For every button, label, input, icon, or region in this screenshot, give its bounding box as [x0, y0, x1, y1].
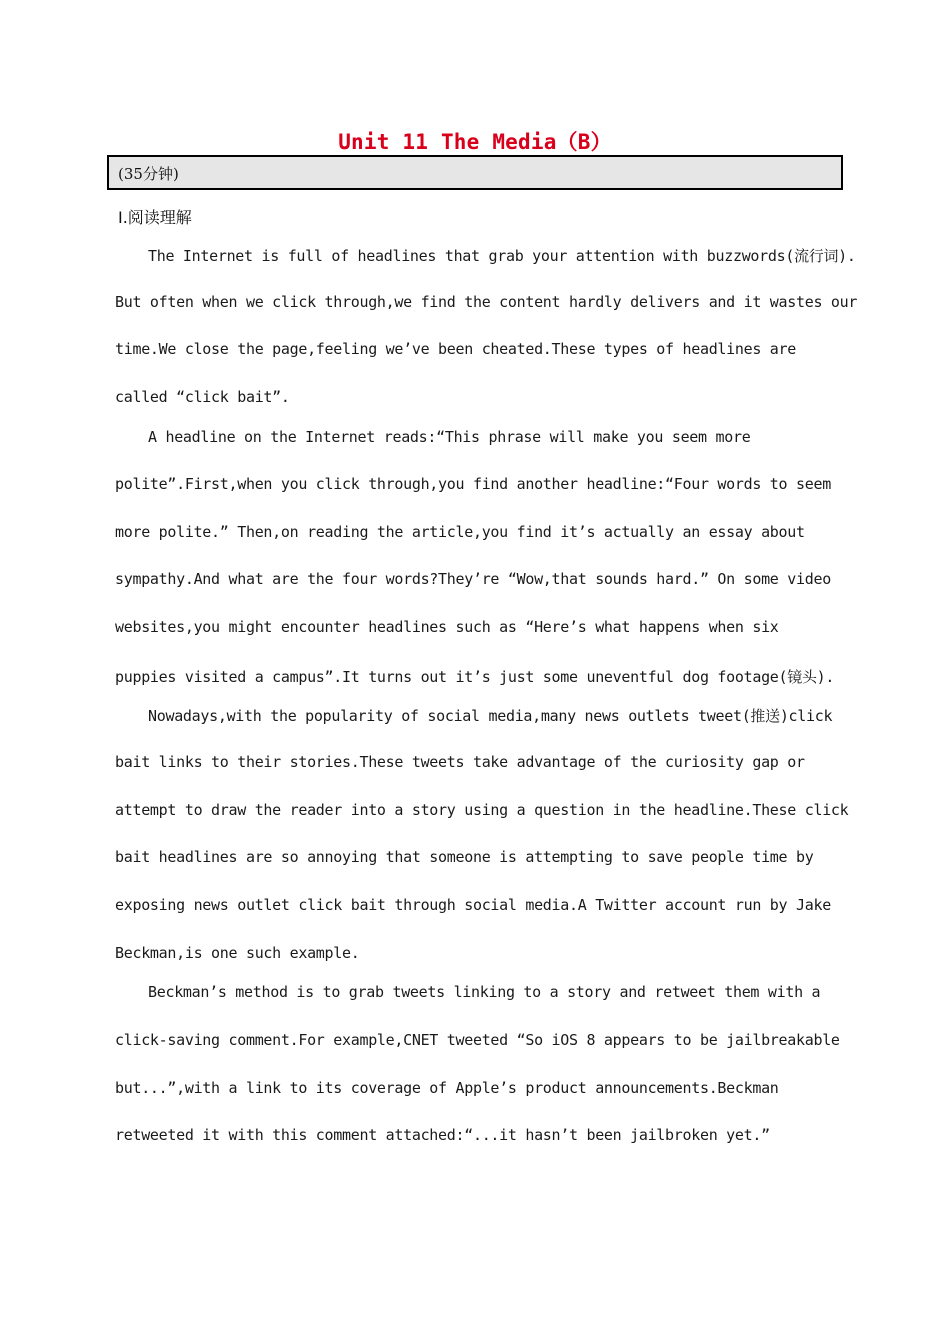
paragraph-line: more polite.” Then,on reading the article,you find it’s actually an essay about [115, 523, 805, 541]
paragraph-line: puppies visited a campus”.It turns out it’s just some uneventful dog footage(镜头). [115, 668, 835, 686]
paragraph-line: Beckman,is one such example. [115, 944, 360, 962]
paragraph-line: A headline on the Internet reads:“This phrase will make you seem more [148, 428, 751, 446]
paragraph-line: called “click bait”. [115, 388, 290, 406]
time-limit-text: (35分钟) [118, 165, 179, 183]
section-heading: Ⅰ.阅读理解 [118, 208, 192, 227]
paragraph-line: bait headlines are so annoying that someone is attempting to save people time by [115, 848, 814, 866]
paragraph-line: retweeted it with this comment attached:“...it hasn’t been jailbroken yet.” [115, 1126, 770, 1144]
time-limit-box [107, 155, 843, 190]
page-title: Unit 11 The Media（B） [338, 130, 612, 154]
paragraph-line: attempt to draw the reader into a story using a question in the headline.These click [115, 801, 849, 819]
paragraph-line: polite”.First,when you click through,you find another headline:“Four words to seem [115, 475, 831, 493]
paragraph-line: bait links to their stories.These tweets take advantage of the curiosity gap or [115, 753, 805, 771]
paragraph-line: but...”,with a link to its coverage of Apple’s product announcements.Beckman [115, 1079, 779, 1097]
paragraph-line: websites,you might encounter headlines such as “Here’s what happens when six [115, 618, 779, 636]
paragraph-line: time.We close the page,feeling we’ve been cheated.These types of headlines are [115, 340, 797, 358]
paragraph-line: exposing news outlet click bait through social media.A Twitter account run by Jake [115, 896, 831, 914]
paragraph-line: Beckman’s method is to grab tweets linking to a story and retweet them with a [148, 983, 821, 1001]
paragraph-line: click-saving comment.For example,CNET tweeted “So iOS 8 appears to be jailbreakable [115, 1031, 840, 1049]
paragraph-line: The Internet is full of headlines that grab your attention with buzzwords(流行词). [148, 247, 856, 265]
paragraph-line: sympathy.And what are the four words?They’re “Wow,that sounds hard.” On some video [115, 570, 831, 588]
paragraph-line: Nowadays,with the popularity of social media,many news outlets tweet(推送)click [148, 707, 833, 725]
paragraph-line: But often when we click through,we find the content hardly delivers and it wastes our [115, 293, 858, 311]
